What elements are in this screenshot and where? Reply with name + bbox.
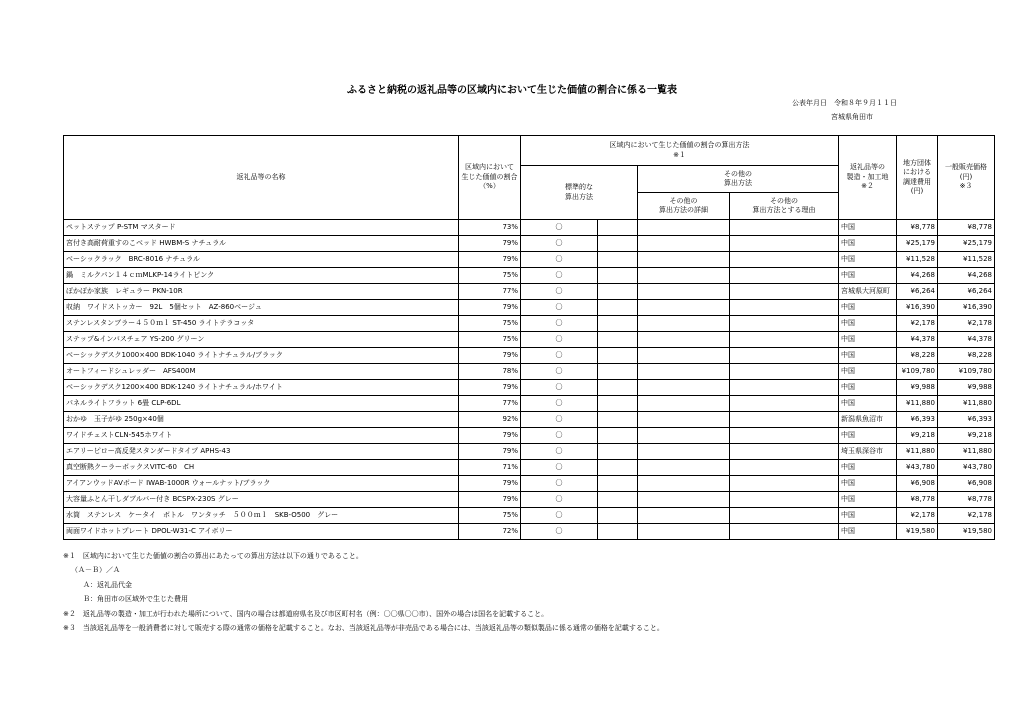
cell-standard-sub <box>598 284 638 300</box>
cell-other-reason <box>730 316 839 332</box>
cell-cost: ¥109,780 <box>897 364 938 380</box>
header-method-line: ※１ <box>673 150 686 159</box>
header-other-reason-line: 算出方法とする理由 <box>752 206 816 214</box>
cell-item-name: ベーシックデスク1200×400 BDK-1240 ライトナチュラル/ホワイト <box>64 380 459 396</box>
cell-standard-sub <box>598 444 638 460</box>
header-place-line: 返礼品等の <box>850 163 885 172</box>
cell-standard-method: 〇 <box>521 220 598 236</box>
cell-other-detail <box>638 396 730 412</box>
cell-item-name: 水筒 ステンレス ケータイ ボトル ワンタッチ ５００ｍｌ SKB-O500 グレー <box>64 508 459 524</box>
cell-place: 中国 <box>839 300 897 316</box>
cell-ratio: 79% <box>459 428 521 444</box>
cell-price: ¥9,988 <box>938 380 995 396</box>
cell-price: ¥11,880 <box>938 396 995 412</box>
cell-place: 中国 <box>839 380 897 396</box>
cell-standard-sub <box>598 220 638 236</box>
cell-place: 宮城県大河原町 <box>839 284 897 300</box>
cell-cost: ¥4,268 <box>897 268 938 284</box>
cell-standard-method: 〇 <box>521 300 598 316</box>
table-row <box>64 444 995 460</box>
cell-other-reason <box>730 332 839 348</box>
cell-item-name: アイアンウッドAVボード IWAB-1000R ウォールナット/ブラック <box>64 476 459 492</box>
cell-standard-sub <box>598 348 638 364</box>
cell-other-reason <box>730 380 839 396</box>
cell-other-reason <box>730 476 839 492</box>
cell-price: ¥9,218 <box>938 428 995 444</box>
cell-place: 中国 <box>839 268 897 284</box>
cell-place: 新潟県魚沼市 <box>839 412 897 428</box>
table-row <box>64 396 995 412</box>
cell-place: 中国 <box>839 364 897 380</box>
cell-other-reason <box>730 220 839 236</box>
table-row <box>64 508 995 524</box>
cell-item-name: 両面ワイドホットプレート DPOL-W31-C アイボリー <box>64 524 459 540</box>
table-row <box>64 380 995 396</box>
cell-other-reason <box>730 268 839 284</box>
cell-other-reason <box>730 524 839 540</box>
cell-ratio: 77% <box>459 284 521 300</box>
cell-other-detail <box>638 332 730 348</box>
cell-item-name: ベーシックラック BRC-8016 ナチュラル <box>64 252 459 268</box>
header-other-detail-line: 算出方法の詳細 <box>659 206 708 214</box>
cell-other-reason <box>730 412 839 428</box>
cell-price: ¥8,778 <box>938 220 995 236</box>
table-row <box>64 220 995 236</box>
cell-ratio: 79% <box>459 444 521 460</box>
cell-cost: ¥8,778 <box>897 220 938 236</box>
footnote-1: ※１ 区域内において生じた価値の割合の算出にあたっての算出方法は以下の通りであること。 <box>63 552 363 560</box>
header-standard-line: 算出方法 <box>565 192 593 201</box>
cell-cost: ¥6,264 <box>897 284 938 300</box>
cell-place: 中国 <box>839 508 897 524</box>
cell-price: ¥2,178 <box>938 508 995 524</box>
cell-other-reason <box>730 252 839 268</box>
header-place <box>839 136 897 220</box>
cell-standard-method: 〇 <box>521 460 598 476</box>
cell-other-reason <box>730 492 839 508</box>
cell-standard-sub <box>598 492 638 508</box>
cell-ratio: 79% <box>459 252 521 268</box>
header-ratio-line: 生じた価値の割合 <box>461 172 518 181</box>
cell-other-detail <box>638 316 730 332</box>
cell-item-name: 宮付き高耐荷重すのこベッド HWBM-S ナチュラル <box>64 236 459 252</box>
cell-item-name: 真空断熱クーラーボックスVITC-60 CH <box>64 460 459 476</box>
cell-other-reason <box>730 364 839 380</box>
table-row <box>64 300 995 316</box>
cell-item-name: ステンレスタンブラー４５０ｍｌ ST-450 ライトテラコッタ <box>64 316 459 332</box>
cell-ratio: 79% <box>459 348 521 364</box>
cell-other-detail <box>638 380 730 396</box>
cell-standard-method: 〇 <box>521 492 598 508</box>
cell-standard-method: 〇 <box>521 348 598 364</box>
cell-ratio: 75% <box>459 332 521 348</box>
header-other-reason <box>730 193 839 220</box>
cell-ratio: 92% <box>459 412 521 428</box>
cell-standard-sub <box>598 316 638 332</box>
cell-place: 中国 <box>839 236 897 252</box>
cell-cost: ¥4,378 <box>897 332 938 348</box>
cell-standard-sub <box>598 524 638 540</box>
cell-standard-method: 〇 <box>521 332 598 348</box>
gift-value-table <box>63 135 995 540</box>
cell-cost: ¥11,880 <box>897 444 938 460</box>
cell-other-detail <box>638 412 730 428</box>
cell-other-reason <box>730 396 839 412</box>
cell-price: ¥19,580 <box>938 524 995 540</box>
cell-ratio: 79% <box>459 492 521 508</box>
header-place-line: 製造・加工地 <box>846 172 889 181</box>
municipality-name: 宮城県角田市 <box>831 113 873 121</box>
cell-other-reason <box>730 460 839 476</box>
cell-place: 中国 <box>839 460 897 476</box>
cell-ratio: 79% <box>459 236 521 252</box>
cell-item-name: おかゆ 玉子がゆ 250g×40個 <box>64 412 459 428</box>
cell-standard-method: 〇 <box>521 476 598 492</box>
header-other <box>638 166 839 193</box>
header-price-line: 一般販売価格 <box>945 163 987 172</box>
cell-other-detail <box>638 236 730 252</box>
header-ratio-line: 区域内において <box>465 163 514 172</box>
cell-price: ¥2,178 <box>938 316 995 332</box>
cell-price: ¥16,390 <box>938 300 995 316</box>
cell-ratio: 75% <box>459 268 521 284</box>
cell-ratio: 72% <box>459 524 521 540</box>
cell-ratio: 71% <box>459 460 521 476</box>
cell-other-detail <box>638 284 730 300</box>
cell-cost: ¥6,908 <box>897 476 938 492</box>
cell-price: ¥4,268 <box>938 268 995 284</box>
cell-other-reason <box>730 508 839 524</box>
cell-place: 中国 <box>839 252 897 268</box>
cell-item-name: パネルライトフラット 6畳 CLP-6DL <box>64 396 459 412</box>
cell-ratio: 75% <box>459 316 521 332</box>
table-row <box>64 412 995 428</box>
publish-date: 公表年月日 令和８年９月１１日 <box>792 99 897 107</box>
table-row <box>64 284 995 300</box>
cell-standard-method: 〇 <box>521 364 598 380</box>
header-price <box>938 136 995 220</box>
cell-other-detail <box>638 444 730 460</box>
cell-item-name: エアリーピロー高反発スタンダードタイプ APHS-43 <box>64 444 459 460</box>
header-place-line: ※２ <box>861 182 874 191</box>
cell-other-detail <box>638 460 730 476</box>
cell-standard-method: 〇 <box>521 284 598 300</box>
cell-other-reason <box>730 348 839 364</box>
cell-cost: ¥11,528 <box>897 252 938 268</box>
cell-item-name: オートフィードシュレッダー AFS400M <box>64 364 459 380</box>
cell-price: ¥8,228 <box>938 348 995 364</box>
table-row <box>64 460 995 476</box>
cell-other-detail <box>638 476 730 492</box>
cell-other-detail <box>638 348 730 364</box>
cell-standard-sub <box>598 412 638 428</box>
cell-price: ¥11,880 <box>938 444 995 460</box>
footnote-3: ※３ 当該返礼品等を一般消費者に対して販売する際の通常の価格を記載すること。なお、当該返礼品等が非売品である場合には、当該返礼品等の類似製品に係る通常の価格を記載すること。 <box>63 624 664 633</box>
cell-cost: ¥8,778 <box>897 492 938 508</box>
cell-standard-method: 〇 <box>521 268 598 284</box>
cell-place: 中国 <box>839 316 897 332</box>
table-row <box>64 316 995 332</box>
cell-other-reason <box>730 300 839 316</box>
cell-other-detail <box>638 252 730 268</box>
header-ratio <box>459 136 521 220</box>
cell-standard-method: 〇 <box>521 316 598 332</box>
table-row <box>64 524 995 540</box>
cell-other-detail <box>638 428 730 444</box>
cell-cost: ¥11,880 <box>897 396 938 412</box>
header-other-detail <box>638 193 730 220</box>
cell-item-name: ペットステップ P-STM マスタード <box>64 220 459 236</box>
cell-ratio: 79% <box>459 380 521 396</box>
cell-standard-sub <box>598 300 638 316</box>
cell-standard-method: 〇 <box>521 524 598 540</box>
cell-place: 中国 <box>839 492 897 508</box>
cell-other-reason <box>730 236 839 252</box>
cell-price: ¥8,778 <box>938 492 995 508</box>
cell-item-name: ぽかぽか家族 レギュラー PKN-10R <box>64 284 459 300</box>
cell-ratio: 79% <box>459 476 521 492</box>
cell-place: 中国 <box>839 476 897 492</box>
table-row <box>64 428 995 444</box>
cell-standard-sub <box>598 252 638 268</box>
cell-standard-sub <box>598 428 638 444</box>
cell-other-detail <box>638 268 730 284</box>
cell-standard-method: 〇 <box>521 236 598 252</box>
header-price-line: ※３ <box>959 182 973 191</box>
table-row <box>64 348 995 364</box>
cell-cost: ¥25,179 <box>897 236 938 252</box>
header-cost-line: における <box>903 168 931 177</box>
cell-other-detail <box>638 220 730 236</box>
cell-other-detail <box>638 524 730 540</box>
table-row <box>64 332 995 348</box>
cell-place: 中国 <box>839 428 897 444</box>
cell-standard-sub <box>598 380 638 396</box>
cell-other-reason <box>730 284 839 300</box>
cell-standard-method: 〇 <box>521 252 598 268</box>
cell-price: ¥6,393 <box>938 412 995 428</box>
cell-place: 中国 <box>839 396 897 412</box>
cell-cost: ¥9,218 <box>897 428 938 444</box>
footnote-a: Ａ：返礼品代金 <box>83 580 132 589</box>
cell-item-name: 収納 ワイドストッカー 92L 5個セット AZ-860ベージュ <box>64 300 459 316</box>
cell-standard-method: 〇 <box>521 508 598 524</box>
header-item-name: 返礼品等の名称 <box>64 136 459 220</box>
cell-cost: ¥2,178 <box>897 316 938 332</box>
cell-standard-sub <box>598 476 638 492</box>
header-standard-line: 標準的な <box>565 183 593 192</box>
cell-price: ¥25,179 <box>938 236 995 252</box>
table-row <box>64 268 995 284</box>
cell-standard-sub <box>598 364 638 380</box>
table-row <box>64 236 995 252</box>
header-cost <box>897 136 938 220</box>
cell-price: ¥43,780 <box>938 460 995 476</box>
header-other-line: その他の <box>724 169 752 178</box>
cell-ratio: 79% <box>459 300 521 316</box>
cell-standard-method: 〇 <box>521 396 598 412</box>
cell-cost: ¥2,178 <box>897 508 938 524</box>
footnote-b: Ｂ：角田市の区域外で生じた費用 <box>83 595 188 604</box>
header-cost-line: 地方団体 <box>903 158 931 167</box>
cell-cost: ¥19,580 <box>897 524 938 540</box>
header-other-reason-line: その他の <box>770 196 798 205</box>
cell-place: 中国 <box>839 348 897 364</box>
header-other-line: 算出方法 <box>724 179 752 187</box>
cell-item-name: ステップ&インバスチェア YS-200 グリーン <box>64 332 459 348</box>
cell-price: ¥6,908 <box>938 476 995 492</box>
header-method-line: 区域内において生じた価値の割合の算出方法 <box>609 141 750 150</box>
cell-ratio: 75% <box>459 508 521 524</box>
table-row <box>64 364 995 380</box>
cell-standard-method: 〇 <box>521 412 598 428</box>
page-title: ふるさと納税の返礼品等の区域内において生じた価値の割合に係る一覧表 <box>347 85 677 96</box>
cell-standard-sub <box>598 396 638 412</box>
header-cost-line: (円) <box>910 186 924 195</box>
cell-item-name: ベーシックデスク1000×400 BDK-1040 ライトナチュラル/ブラック <box>64 348 459 364</box>
cell-standard-sub <box>598 236 638 252</box>
cell-item-name: 大容量ふとん干しダブルバー付き BCSPX-230S グレー <box>64 492 459 508</box>
cell-ratio: 73% <box>459 220 521 236</box>
cell-cost: ¥9,988 <box>897 380 938 396</box>
cell-cost: ¥16,390 <box>897 300 938 316</box>
header-price-line: (円) <box>959 172 973 181</box>
cell-other-detail <box>638 300 730 316</box>
header-cost-line: 調達費用 <box>903 177 931 186</box>
cell-place: 中国 <box>839 220 897 236</box>
cell-standard-sub <box>598 268 638 284</box>
table-row <box>64 252 995 268</box>
cell-place: 中国 <box>839 524 897 540</box>
footnotes <box>63 549 664 635</box>
cell-standard-sub <box>598 460 638 476</box>
cell-cost: ¥8,228 <box>897 348 938 364</box>
table-row <box>64 492 995 508</box>
header-ratio-line: （%） <box>479 182 500 191</box>
cell-standard-sub <box>598 508 638 524</box>
header-other-detail-line: その他の <box>669 196 698 205</box>
cell-cost: ¥6,393 <box>897 412 938 428</box>
cell-place: 埼玉県深谷市 <box>839 444 897 460</box>
cell-price: ¥4,378 <box>938 332 995 348</box>
cell-item-name: ワイドチェストCLN-545ホワイト <box>64 428 459 444</box>
cell-other-reason <box>730 444 839 460</box>
table-row <box>64 476 995 492</box>
cell-ratio: 77% <box>459 396 521 412</box>
header-method-group <box>521 136 839 166</box>
cell-other-reason <box>730 428 839 444</box>
cell-price: ¥109,780 <box>938 364 995 380</box>
footnote-2: ※２ 返礼品等の製造・加工が行われた場所について、国内の場合は都道府県名及び市区町村名（例：〇〇県〇〇市）、国外の場合は国名を記載すること。 <box>63 609 549 618</box>
cell-item-name: 鍋 ミルクパン１４ｃｍMLKP-14ライトピンク <box>64 268 459 284</box>
cell-cost: ¥43,780 <box>897 460 938 476</box>
footnote-formula: （Ａ－Ｂ）／Ａ <box>71 566 120 575</box>
cell-standard-sub <box>598 332 638 348</box>
cell-standard-method: 〇 <box>521 444 598 460</box>
cell-standard-method: 〇 <box>521 428 598 444</box>
cell-ratio: 78% <box>459 364 521 380</box>
cell-other-detail <box>638 508 730 524</box>
cell-other-detail <box>638 492 730 508</box>
cell-place: 中国 <box>839 332 897 348</box>
cell-price: ¥11,528 <box>938 252 995 268</box>
cell-price: ¥6,264 <box>938 284 995 300</box>
cell-other-detail <box>638 364 730 380</box>
header-standard <box>521 166 638 220</box>
cell-standard-method: 〇 <box>521 380 598 396</box>
